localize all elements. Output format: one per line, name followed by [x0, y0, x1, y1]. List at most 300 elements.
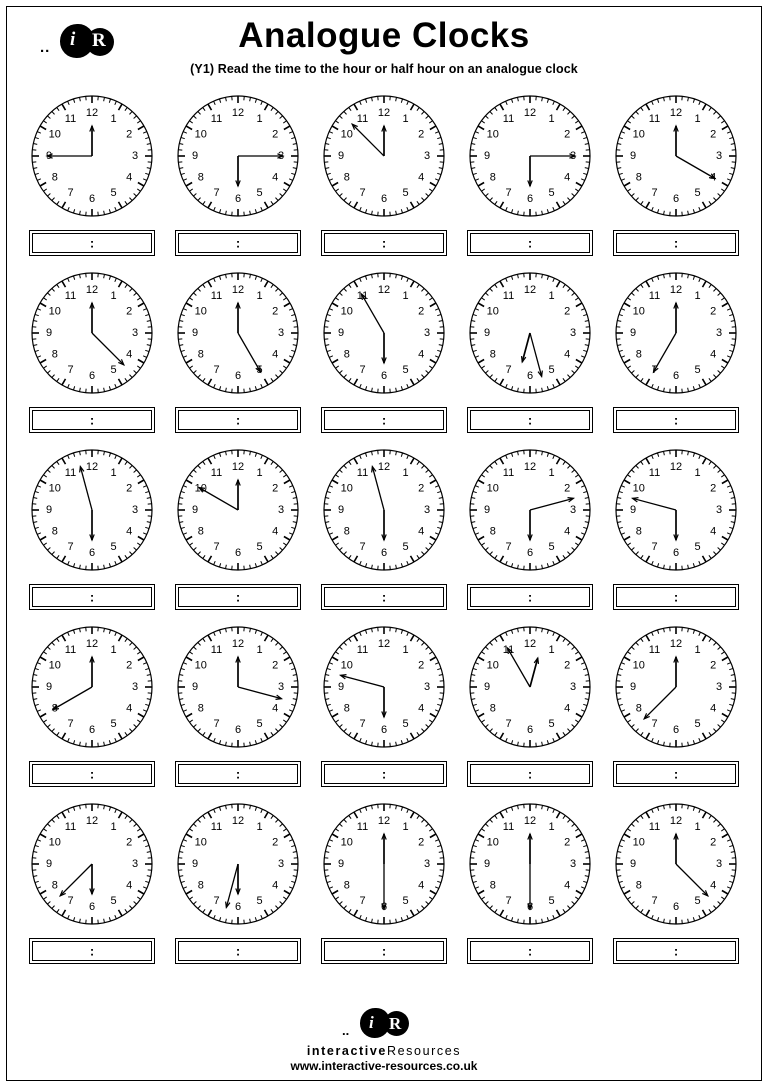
clock-number: 8: [343, 348, 350, 361]
clock-18-answer-box[interactable]: [321, 761, 447, 787]
clock-number: 11: [210, 820, 223, 833]
clock-number: 6: [380, 724, 388, 736]
clock-number: 6: [234, 724, 242, 736]
clock-face: [170, 796, 306, 932]
clock-11: [24, 442, 160, 610]
clock-number: 5: [548, 541, 555, 554]
clock-21-answer-box[interactable]: [29, 938, 155, 964]
clock-face: [316, 619, 452, 755]
clock-number: 4: [126, 702, 133, 715]
clock-number: 2: [272, 659, 279, 672]
clock-number: 6: [380, 193, 388, 205]
footer-brand-rest: Resources: [386, 1044, 462, 1058]
clock-number: 3: [715, 327, 723, 339]
clock-number: 5: [402, 187, 409, 200]
clock-5: [608, 88, 744, 256]
clock-number: 2: [710, 482, 717, 495]
logo-letter-r: R: [92, 30, 106, 51]
clock-number: 5: [694, 541, 701, 554]
clock-number: 3: [715, 150, 723, 162]
clock-face: [316, 88, 452, 224]
clock-number: 3: [715, 681, 723, 693]
clock-number: 3: [423, 327, 431, 339]
clock-19-answer-box[interactable]: [467, 761, 593, 787]
clock-number: 12: [377, 107, 391, 119]
clock-number: 3: [715, 858, 723, 870]
clock-number: 1: [256, 112, 263, 125]
clock-22-face: [170, 796, 306, 932]
clock-number: 1: [548, 289, 555, 302]
clock-7-answer-box[interactable]: [175, 407, 301, 433]
clock-number: 8: [197, 348, 204, 361]
clock-number: 1: [110, 820, 117, 833]
clock-number: 8: [197, 525, 204, 538]
answer-colon: :: [235, 235, 241, 251]
clock-number: 10: [48, 305, 61, 318]
clock-3: [316, 88, 452, 256]
clock-number: 8: [635, 879, 642, 892]
clock-number: 5: [256, 541, 263, 554]
clock-row: [24, 796, 744, 964]
clock-number: 11: [64, 466, 77, 479]
clock-24-answer-box[interactable]: [467, 938, 593, 964]
clock-9-face: [462, 265, 598, 401]
clock-16-answer-field[interactable]: [32, 764, 152, 784]
clock-face: [316, 265, 452, 401]
clock-number: 12: [377, 284, 391, 296]
clock-14-face: [462, 442, 598, 578]
clock-number: 3: [277, 858, 285, 870]
clock-number: 4: [564, 702, 571, 715]
clock-number: 5: [110, 718, 117, 731]
clock-21-face: [24, 796, 160, 932]
clock-22-answer-field[interactable]: [178, 941, 298, 961]
clock-number: 8: [635, 702, 642, 715]
clock-number: 12: [377, 461, 391, 473]
clock-number: 10: [340, 659, 353, 672]
footer-logo-letter-i: i: [369, 1013, 374, 1032]
clock-number: 5: [694, 187, 701, 200]
clock-8-answer-box[interactable]: [321, 407, 447, 433]
clock-number: 11: [502, 643, 515, 656]
clock-3-face: [316, 88, 452, 224]
clock-7-answer-field[interactable]: [178, 410, 298, 430]
clock-4-face: [462, 88, 598, 224]
clock-12: [170, 442, 306, 610]
clock-18-face: [316, 619, 452, 755]
clock-number: 5: [548, 364, 555, 377]
clock-face: [170, 442, 306, 578]
clock-face: [170, 619, 306, 755]
clock-16: [24, 619, 160, 787]
clock-number: 10: [486, 128, 499, 141]
clock-number: 1: [402, 643, 409, 656]
clock-5-answer-field[interactable]: [616, 233, 736, 253]
clock-grid: [24, 88, 744, 973]
clock-11-face: [24, 442, 160, 578]
page-subtitle: (Y1) Read the time to the hour or half hour on an analogue clock: [190, 62, 578, 76]
clock-number: 3: [423, 150, 431, 162]
clock-number: 9: [483, 504, 491, 516]
clock-number: 5: [548, 187, 555, 200]
clock-4-answer-box[interactable]: [467, 230, 593, 256]
clock-number: 7: [505, 364, 512, 377]
answer-colon: :: [527, 943, 533, 959]
clock-20: [608, 619, 744, 787]
clock-11-answer-box[interactable]: [29, 584, 155, 610]
clock-number: 9: [191, 327, 199, 339]
clock-number: 10: [48, 128, 61, 141]
answer-colon: :: [673, 589, 679, 605]
clock-12-answer-box[interactable]: [175, 584, 301, 610]
clock-6-answer-field[interactable]: [32, 410, 152, 430]
clock-17-answer-box[interactable]: [175, 761, 301, 787]
clock-10-face: [608, 265, 744, 401]
clock-number: 6: [526, 724, 534, 736]
clock-number: 12: [377, 815, 391, 827]
clock-number: 12: [523, 815, 537, 827]
clock-number: 2: [564, 482, 571, 495]
clock-number: 6: [672, 193, 680, 205]
footer-logo: [342, 1008, 426, 1042]
clock-7: [170, 265, 306, 433]
clock-number: 8: [489, 702, 496, 715]
clock-number: 8: [51, 702, 58, 715]
clock-number: 3: [131, 858, 139, 870]
clock-number: 5: [110, 541, 117, 554]
clock-face: [608, 442, 744, 578]
clock-number: 3: [569, 504, 577, 516]
clock-number: 4: [126, 525, 133, 538]
clock-8: [316, 265, 452, 433]
clock-number: 1: [402, 112, 409, 125]
clock-number: 10: [486, 482, 499, 495]
clock-3-answer-field[interactable]: [324, 233, 444, 253]
clock-number: 12: [231, 815, 245, 827]
clock-row: [24, 442, 744, 610]
clock-20-answer-box[interactable]: [613, 761, 739, 787]
clock-14-answer-field[interactable]: [470, 587, 590, 607]
clock-3-answer-box[interactable]: [321, 230, 447, 256]
clock-number: 4: [418, 171, 425, 184]
clock-number: 1: [402, 289, 409, 302]
clock-22: [170, 796, 306, 964]
clock-number: 5: [110, 364, 117, 377]
clock-number: 3: [569, 327, 577, 339]
clock-number: 9: [191, 504, 199, 516]
answer-colon: :: [89, 412, 95, 428]
clock-11-answer-field[interactable]: [32, 587, 152, 607]
clock-number: 11: [64, 289, 77, 302]
clock-number: 2: [126, 305, 133, 318]
answer-colon: :: [527, 766, 533, 782]
clock-number: 10: [48, 836, 61, 849]
clock-number: 11: [356, 466, 369, 479]
clock-face: [24, 88, 160, 224]
clock-number: 7: [359, 895, 366, 908]
clock-23-face: [316, 796, 452, 932]
answer-colon: :: [235, 589, 241, 605]
clock-12-face: [170, 442, 306, 578]
clock-number: 2: [710, 305, 717, 318]
clock-number: 8: [51, 525, 58, 538]
clock-number: 9: [45, 681, 53, 693]
clock-number: 7: [67, 895, 74, 908]
clock-18: [316, 619, 452, 787]
clock-number: 10: [486, 836, 499, 849]
clock-9-answer-field[interactable]: [470, 410, 590, 430]
answer-colon: :: [527, 235, 533, 251]
clock-number: 8: [197, 702, 204, 715]
clock-15-face: [608, 442, 744, 578]
clock-6-answer-box[interactable]: [29, 407, 155, 433]
clock-number: 12: [669, 638, 683, 650]
answer-colon: :: [235, 766, 241, 782]
clock-14: [462, 442, 598, 610]
clock-16-answer-box[interactable]: [29, 761, 155, 787]
clock-number: 4: [418, 702, 425, 715]
clock-face: [24, 265, 160, 401]
clock-10-answer-box[interactable]: [613, 407, 739, 433]
clock-row: [24, 88, 744, 256]
clock-number: 2: [418, 305, 425, 318]
clock-number: 8: [343, 525, 350, 538]
clock-number: 3: [569, 858, 577, 870]
clock-number: 6: [526, 901, 534, 913]
answer-colon: :: [235, 943, 241, 959]
clock-number: 8: [197, 879, 204, 892]
clock-face: [462, 442, 598, 578]
clock-13-answer-field[interactable]: [324, 587, 444, 607]
footer-logo-dots: ..: [342, 1023, 350, 1038]
clock-number: 1: [256, 820, 263, 833]
clock-6-face: [24, 265, 160, 401]
clock-number: 8: [489, 525, 496, 538]
clock-number: 3: [131, 504, 139, 516]
clock-23-answer-field[interactable]: [324, 941, 444, 961]
clock-25-answer-field[interactable]: [616, 941, 736, 961]
clock-number: 5: [110, 187, 117, 200]
clock-face: [316, 442, 452, 578]
clock-number: 11: [648, 643, 661, 656]
clock-number: 9: [191, 858, 199, 870]
clock-number: 3: [569, 681, 577, 693]
clock-13: [316, 442, 452, 610]
clock-23-answer-box[interactable]: [321, 938, 447, 964]
clock-20-answer-field[interactable]: [616, 764, 736, 784]
clock-number: 8: [197, 171, 204, 184]
clock-number: 2: [418, 659, 425, 672]
footer-brand: [0, 1044, 768, 1058]
answer-colon: :: [381, 589, 387, 605]
clock-number: 7: [651, 895, 658, 908]
clock-number: 12: [231, 107, 245, 119]
clock-number: 3: [277, 150, 285, 162]
clock-number: 7: [505, 541, 512, 554]
clock-number: 10: [486, 659, 499, 672]
clock-number: 7: [67, 541, 74, 554]
clock-number: 4: [272, 702, 279, 715]
clock-14-answer-box[interactable]: [467, 584, 593, 610]
clock-number: 12: [231, 284, 245, 296]
clock-number: 5: [694, 895, 701, 908]
clock-number: 11: [648, 289, 661, 302]
clock-number: 4: [710, 525, 717, 538]
clock-7-face: [170, 265, 306, 401]
clock-number: 4: [272, 171, 279, 184]
clock-number: 8: [489, 879, 496, 892]
clock-number: 2: [418, 836, 425, 849]
clock-number: 4: [564, 525, 571, 538]
clock-number: 10: [48, 482, 61, 495]
clock-number: 7: [67, 364, 74, 377]
clock-19-face: [462, 619, 598, 755]
clock-number: 9: [629, 681, 637, 693]
clock-number: 5: [548, 895, 555, 908]
clock-number: 2: [126, 836, 133, 849]
answer-colon: :: [673, 943, 679, 959]
clock-21-answer-field[interactable]: [32, 941, 152, 961]
clock-number: 6: [380, 547, 388, 559]
clock-number: 9: [337, 150, 345, 162]
clock-number: 7: [67, 187, 74, 200]
clock-face: [462, 88, 598, 224]
answer-colon: :: [673, 412, 679, 428]
clock-number: 1: [694, 643, 701, 656]
clock-number: 3: [569, 150, 577, 162]
logo-dots: ..: [40, 39, 51, 56]
clock-number: 5: [694, 718, 701, 731]
clock-number: 1: [402, 466, 409, 479]
clock-number: 6: [88, 193, 96, 205]
clock-9-answer-box[interactable]: [467, 407, 593, 433]
clock-number: 1: [548, 112, 555, 125]
clock-number: 12: [523, 284, 537, 296]
clock-18-answer-field[interactable]: [324, 764, 444, 784]
clock-15-answer-field[interactable]: [616, 587, 736, 607]
clock-number: 4: [126, 171, 133, 184]
clock-24-answer-field[interactable]: [470, 941, 590, 961]
clock-2: [170, 88, 306, 256]
clock-number: 10: [632, 836, 645, 849]
clock-row: [24, 619, 744, 787]
clock-25-answer-box[interactable]: [613, 938, 739, 964]
clock-16-face: [24, 619, 160, 755]
logo-letter-i: i: [70, 29, 76, 50]
clock-21: [24, 796, 160, 964]
clock-number: 11: [502, 289, 515, 302]
clock-10-answer-field[interactable]: [616, 410, 736, 430]
clock-number: 10: [340, 128, 353, 141]
page-header: [0, 0, 768, 76]
clock-19-answer-field[interactable]: [470, 764, 590, 784]
clock-number: 9: [191, 681, 199, 693]
clock-number: 11: [64, 112, 77, 125]
clock-face: [24, 619, 160, 755]
clock-1-answer-field[interactable]: [32, 233, 152, 253]
clock-22-answer-box[interactable]: [175, 938, 301, 964]
clock-number: 4: [710, 702, 717, 715]
clock-2-answer-field[interactable]: [178, 233, 298, 253]
clock-number: 11: [210, 643, 223, 656]
clock-number: 11: [210, 112, 223, 125]
clock-4-answer-field[interactable]: [470, 233, 590, 253]
clock-number: 9: [337, 681, 345, 693]
clock-number: 8: [343, 702, 350, 715]
clock-20-face: [608, 619, 744, 755]
clock-number: 5: [256, 364, 263, 377]
clock-number: 5: [694, 364, 701, 377]
clock-number: 4: [126, 348, 133, 361]
answer-colon: :: [527, 412, 533, 428]
clock-number: 2: [126, 659, 133, 672]
clock-1-answer-box[interactable]: [29, 230, 155, 256]
clock-number: 11: [356, 289, 369, 302]
clock-8-answer-field[interactable]: [324, 410, 444, 430]
clock-number: 8: [635, 525, 642, 538]
clock-number: 8: [343, 879, 350, 892]
clock-number: 11: [356, 820, 369, 833]
clock-number: 9: [629, 150, 637, 162]
clock-number: 11: [210, 466, 223, 479]
clock-number: 2: [710, 659, 717, 672]
clock-number: 6: [672, 370, 680, 382]
clock-number: 10: [340, 482, 353, 495]
clock-number: 7: [505, 718, 512, 731]
clock-number: 12: [231, 461, 245, 473]
clock-number: 10: [194, 836, 207, 849]
answer-colon: :: [527, 589, 533, 605]
clock-number: 2: [564, 836, 571, 849]
clock-5-answer-box[interactable]: [613, 230, 739, 256]
clock-number: 7: [359, 364, 366, 377]
clock-face: [316, 796, 452, 932]
clock-13-answer-box[interactable]: [321, 584, 447, 610]
clock-number: 3: [131, 681, 139, 693]
clock-face: [170, 265, 306, 401]
clock-number: 4: [418, 879, 425, 892]
clock-2-answer-box[interactable]: [175, 230, 301, 256]
clock-number: 3: [423, 858, 431, 870]
clock-17: [170, 619, 306, 787]
clock-number: 6: [234, 547, 242, 559]
clock-number: 11: [502, 112, 515, 125]
clock-number: 8: [343, 171, 350, 184]
clock-number: 6: [88, 370, 96, 382]
clock-15-answer-box[interactable]: [613, 584, 739, 610]
clock-17-answer-field[interactable]: [178, 764, 298, 784]
clock-number: 3: [277, 681, 285, 693]
clock-12-answer-field[interactable]: [178, 587, 298, 607]
clock-row: [24, 265, 744, 433]
clock-number: 1: [402, 820, 409, 833]
clock-face: [462, 619, 598, 755]
clock-number: 7: [213, 895, 220, 908]
answer-colon: :: [381, 412, 387, 428]
clock-number: 10: [194, 305, 207, 318]
clock-number: 2: [126, 482, 133, 495]
clock-number: 3: [715, 504, 723, 516]
clock-number: 11: [648, 112, 661, 125]
clock-number: 7: [651, 364, 658, 377]
clock-number: 4: [564, 171, 571, 184]
clock-number: 1: [110, 112, 117, 125]
clock-6: [24, 265, 160, 433]
clock-number: 12: [85, 461, 99, 473]
clock-number: 4: [126, 879, 133, 892]
clock-number: 1: [110, 289, 117, 302]
clock-number: 4: [272, 525, 279, 538]
